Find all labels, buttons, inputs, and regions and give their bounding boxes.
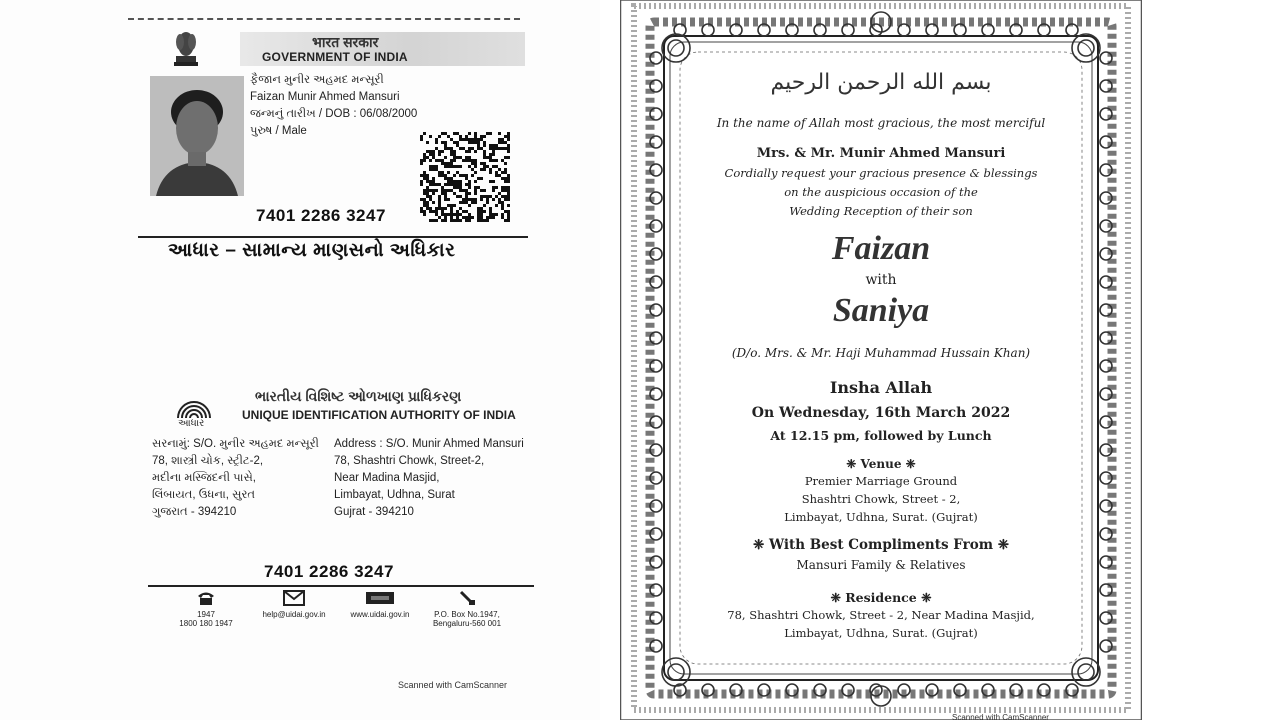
footer-phone-line: 1800 180 1947 — [179, 619, 233, 628]
scanner-watermark: Scanned with CamScanner — [398, 680, 508, 690]
invitation-hosts: Mrs. & Mr. Munir Ahmed Mansuri — [756, 146, 1006, 161]
invitation-request-line: on the auspicious occasion of the — [784, 185, 978, 199]
government-english-heading: GOVERNMENT OF INDIA — [262, 50, 408, 64]
qr-code-icon — [420, 132, 510, 222]
holder-name-gujarati: ફૈજાન મુનીર અહમદ મન્સૂરી — [250, 74, 384, 86]
aadhaar-number-front: 7401 2286 3247 — [256, 206, 386, 225]
government-hindi-heading: भारत सरकार — [312, 34, 379, 50]
wedding-invitation-card — [620, 0, 1142, 720]
footer-po-line: P.O. Box No.1947, — [434, 610, 500, 619]
invitation-request-line: Wedding Reception of their son — [789, 204, 973, 218]
venue-line: Shashtri Chowk, Street - 2, — [801, 492, 961, 506]
footer-divider — [148, 585, 534, 587]
invitation-opening: In the name of Allah most gracious, the most merciful — [716, 116, 1046, 130]
person-photo-icon — [150, 76, 244, 196]
groom-name: Faizan — [831, 230, 931, 267]
footer-phone-line: 1947 — [197, 610, 215, 619]
address-english-line: Address : S/O. Munir Ahmed Mansuri — [334, 438, 524, 450]
address-gujarati-line: સરનામું: S/O. મુનીર અહમદ મન્સૂરી — [152, 438, 319, 450]
residence-line: 78, Shashtri Chowk, Street - 2, Near Madina Masjid, — [727, 608, 1035, 622]
aadhaar-card-scan — [0, 0, 600, 720]
footer-web-line: www.uidai.gov.in — [350, 610, 410, 619]
compliments-heading: ❈ With Best Compliments From ❈ — [752, 537, 1010, 553]
scanner-watermark-invitation: Scanned with CamScanner — [952, 713, 1049, 720]
tagline-divider — [138, 236, 528, 238]
residence-heading: ❈ Residence ❈ — [830, 590, 932, 605]
venue-heading: ❈ Venue ❈ — [846, 457, 916, 471]
holder-photo — [150, 76, 244, 196]
aadhaar-number-back: 7401 2286 3247 — [264, 562, 394, 581]
address-english-line: 78, Shashtri Chowk, Street-2, — [334, 455, 485, 467]
footer-email-line: help@uidai.gov.in — [262, 610, 326, 619]
aadhaar-tagline: આધાર – સામાન્ય માણસનો અધિકાર — [168, 240, 456, 261]
with-label: with — [865, 272, 897, 288]
address-gujarati — [152, 436, 319, 521]
event-time: At 12.15 pm, followed by Lunch — [770, 428, 992, 443]
footer-po-line: Bengaluru-560 001 — [432, 619, 502, 628]
compliments-from: Mansuri Family & Relatives — [796, 558, 966, 572]
address-english-line: Near Madina Masjid, — [334, 472, 440, 484]
footer-po-box — [424, 590, 510, 628]
card-cut-line — [128, 18, 520, 20]
national-emblem-icon — [172, 26, 200, 68]
web-icon — [365, 590, 395, 606]
uidai-english-heading: UNIQUE IDENTIFICATION AUTHORITY OF INDIA — [242, 408, 516, 422]
uidai-gujarati-heading: ભારતીય વિશિષ્ટ ઓળખાણ પ્રાધિકરણ — [255, 388, 462, 404]
address-gujarati-line: મદીના મસ્જિદની પાસે, — [152, 472, 256, 484]
event-date: On Wednesday, 16th March 2022 — [751, 405, 1011, 421]
mailbox-icon — [458, 590, 476, 606]
address-gujarati-line: લિંબાયત, ઉધના, સુરત — [152, 489, 256, 501]
bismillah-calligraphy: بسم الله الرحمن الرحيم — [770, 70, 992, 95]
holder-dob: જન્મનું તારીખ / DOB : 06/08/2000 — [250, 108, 418, 120]
bride-name: Saniya — [832, 292, 930, 329]
residence-line: Limbayat, Udhna, Surat. (Gujrat) — [784, 626, 978, 640]
address-english-line: Gujrat - 394210 — [334, 506, 414, 518]
mail-icon — [283, 590, 305, 606]
footer-phone — [170, 590, 242, 628]
address-english — [334, 436, 524, 521]
invitation-request-line: Cordially request your gracious presence & blessings — [724, 166, 1038, 180]
address-gujarati-line: ગુજરાત - 394210 — [152, 506, 237, 518]
phone-icon — [196, 590, 216, 606]
footer-web — [342, 590, 418, 619]
address-gujarati-line: 78, શાસ્ત્રી ચોક, સ્ટ્રીટ-2, — [152, 455, 264, 467]
insha-allah: Insha Allah — [829, 378, 933, 397]
venue-line: Premier Marriage Ground — [804, 474, 958, 488]
bride-parents: (D/o. Mrs. & Mr. Haji Muhammad Hussain Khan) — [731, 346, 1031, 360]
address-english-line: Limbayat, Udhna, Surat — [334, 489, 455, 501]
footer-email — [252, 590, 336, 619]
holder-name: Faizan Munir Ahmed Mansuri — [250, 91, 400, 103]
holder-gender: પુરુષ / Male — [250, 125, 307, 137]
venue-line: Limbayat, Udhna, Surat. (Gujrat) — [784, 510, 978, 524]
aadhaar-logo-label: આધાર — [178, 418, 205, 429]
